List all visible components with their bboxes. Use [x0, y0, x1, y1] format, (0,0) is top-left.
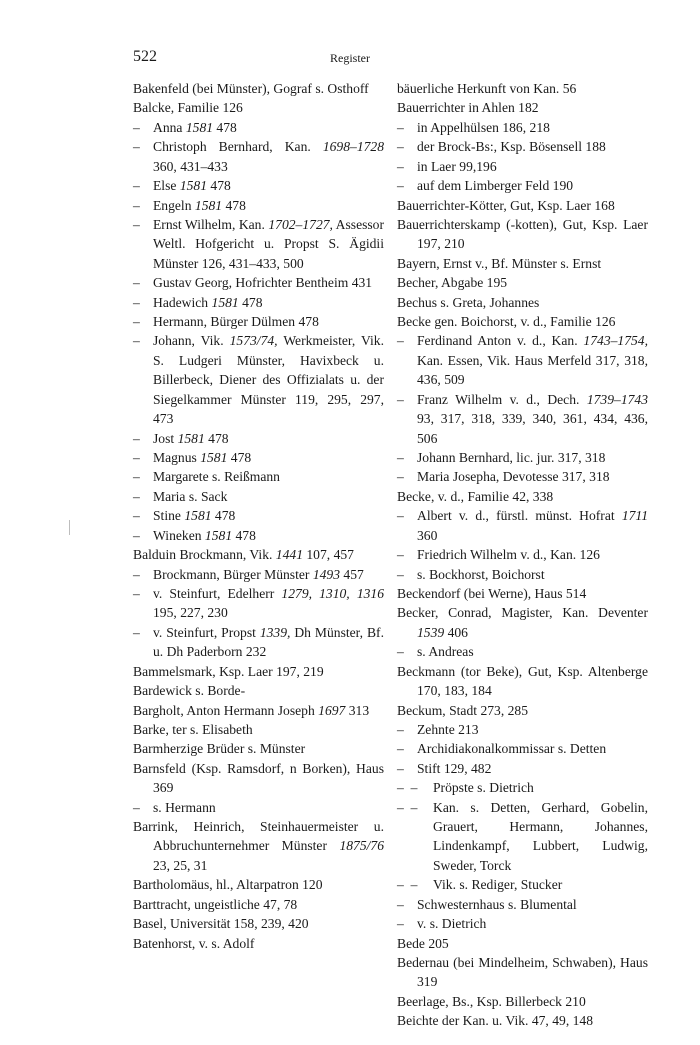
entry-text: Margarete s. Reißmann — [153, 469, 280, 485]
entry-text: Gustav Georg, Hofrichter Bentheim 431 — [153, 275, 373, 291]
index-entry — [397, 759, 648, 778]
running-head: Register — [330, 51, 370, 65]
entry-text: Balduin Brockmann, Vik. — [133, 547, 276, 563]
entry-text: Beerlage, Bs., Ksp. Billerbeck 210 — [397, 993, 586, 1009]
margin-mark — [69, 520, 70, 535]
entry-text: Bauerrichter-Kötter, Gut, Ksp. Laer 168 — [397, 197, 615, 213]
entry-dash: – — [397, 916, 404, 932]
entry-dash: – — [397, 450, 404, 466]
entry-text: 478 — [211, 508, 236, 524]
index-entry — [397, 506, 648, 545]
entry-text: Bauerrichter in Ahlen 182 — [397, 100, 539, 116]
entry-text: Magnus — [153, 450, 201, 466]
index-entry — [133, 584, 384, 623]
entry-text: Kan. s. Detten, Gerhard, Gobelin, Grauert, Hermann, Johannes, Lindenkampf, Lubbert, Ludwig, Sweder, Torck — [433, 799, 648, 873]
entry-dash: – — [397, 119, 404, 135]
index-entry — [397, 895, 648, 914]
index-entry — [397, 293, 648, 312]
index-entry — [133, 98, 384, 117]
entry-text: Assessor Weltl. Hofgericht u. Propst S. Ägidii Münster 126, 431–433, 500 — [153, 216, 385, 271]
entry-text: Bargholt, Anton Hermann Joseph — [133, 702, 319, 718]
index-entry — [133, 934, 384, 953]
index-entry — [133, 273, 384, 292]
entry-year: 1581 — [211, 294, 239, 310]
index-entry — [397, 196, 648, 215]
entry-text: Becke, v. d., Familie 42, 338 — [397, 488, 554, 504]
index-entry — [133, 739, 384, 758]
entry-text: Johann Bernhard, lic. jur. 317, 318 — [417, 450, 606, 466]
index-entry — [397, 331, 648, 389]
entry-text: Becher, Abgabe 195 — [397, 275, 508, 291]
entry-year: 1539 — [417, 624, 445, 640]
entry-text: der Brock-Bs:, Ksp. Bösensell 188 — [417, 139, 606, 155]
index-entry — [133, 467, 384, 486]
entry-text: Bakenfeld (bei Münster), Gograf s. Osthoff — [133, 81, 369, 96]
index-entry — [397, 701, 648, 720]
index-entry — [397, 875, 648, 894]
entry-text: Bammelsmark, Ksp. Laer 197, 219 — [133, 663, 324, 679]
index-entry — [133, 623, 384, 662]
index-entry — [133, 701, 384, 720]
entry-year: 1739–1743 — [586, 391, 648, 407]
entry-text: Ernst Wilhelm, Kan. — [153, 216, 269, 232]
entry-dash: – — [397, 508, 404, 524]
index-entry — [133, 448, 384, 467]
entry-text: Maria Josepha, Devotesse 317, 318 — [417, 469, 610, 485]
entry-text: 195, 227, 230 — [153, 605, 228, 621]
entry-text: Werkmeister, Vik. S. Ludgeri Münster, Havixbeck u. Billerbeck, Diener des Offizialats u. der Siegelkammer Münster 119, 295, 297, 473 — [153, 333, 384, 427]
entry-dash: – — [397, 139, 404, 155]
index-entry — [397, 953, 648, 992]
entry-text: Hadewich — [153, 294, 212, 310]
index-entry — [397, 778, 648, 797]
entry-text: 313 — [345, 702, 370, 718]
index-entry — [133, 817, 384, 875]
index-entry — [133, 79, 384, 98]
entry-dash: – — [397, 741, 404, 757]
index-entry — [397, 137, 648, 156]
entry-dash: – — [133, 527, 140, 543]
entry-text: 478 — [232, 527, 256, 543]
entry-year: 1702–1727, — [268, 216, 333, 232]
index-entry — [397, 1011, 648, 1030]
index-entry — [133, 798, 384, 817]
entry-dash: – — [133, 469, 140, 485]
index-entry — [133, 545, 384, 564]
entry-text: Bayern, Ernst v., Bf. Münster s. Ernst — [397, 255, 602, 271]
index-entry — [397, 914, 648, 933]
index-entry — [133, 681, 384, 700]
entry-year: 1581 — [185, 119, 214, 135]
entry-text: Hermann, Bürger Dülmen 478 — [153, 314, 319, 330]
entry-text: Brockmann, Bürger Münster — [153, 566, 313, 582]
entry-text: Christoph Bernhard, Kan. — [153, 139, 323, 155]
index-entry — [397, 487, 648, 506]
entry-text: 478 — [238, 294, 263, 310]
entry-text: 478 — [213, 119, 237, 135]
entry-text: 457 — [340, 566, 364, 582]
entry-year: 1581 — [177, 430, 205, 446]
entry-text: v. Steinfurt, Edelherr — [153, 585, 282, 601]
index-entry — [397, 448, 648, 467]
entry-year: 1493 — [312, 566, 341, 582]
index-column-left — [133, 79, 384, 953]
index-entry — [133, 662, 384, 681]
entry-text: Bede 205 — [397, 935, 449, 951]
entry-text: Stift 129, 482 — [417, 760, 492, 776]
entry-text: Albert v. d., fürstl. münst. Hofrat — [417, 508, 622, 524]
entry-year: 1743–1754, — [583, 333, 648, 349]
index-entry — [397, 565, 648, 584]
index-entry — [397, 215, 648, 254]
index-entry — [397, 157, 648, 176]
index-entry — [133, 720, 384, 739]
index-entry — [397, 603, 648, 642]
index-entry — [397, 467, 648, 486]
index-entry — [133, 331, 384, 428]
entry-text: Anna — [153, 119, 186, 135]
index-entry — [397, 118, 648, 137]
index-entry — [397, 798, 648, 876]
index-entry — [133, 895, 384, 914]
entry-text: Becker, Conrad, Magister, Kan. Deventer — [397, 605, 648, 621]
entry-dash: – — [397, 333, 404, 349]
entry-text: Barke, ter s. Elisabeth — [133, 721, 253, 737]
entry-text: 478 — [222, 197, 246, 213]
entry-text: s. Hermann — [153, 799, 216, 815]
entry-year: 1581 — [179, 178, 207, 194]
entry-text: s. Andreas — [417, 644, 474, 660]
entry-text: 360, 431–433 — [153, 158, 228, 174]
entry-text: Beckendorf (bei Werne), Haus 514 — [397, 585, 587, 601]
entry-text: Kan. Essen, Vik. Haus Merfeld 317, 318, 436, 509 — [417, 352, 648, 388]
entry-text: Pröpste s. Dietrich — [433, 780, 534, 796]
entry-text: s. Bockhorst, Boichorst — [417, 566, 545, 582]
entry-text: auf dem Limberger Feld 190 — [417, 178, 574, 194]
entry-dash: – — [133, 488, 140, 504]
entry-text: Dh Münster, Bf. u. Dh Paderborn 232 — [153, 624, 384, 660]
entry-text: Barnsfeld (Ksp. Ramsdorf, n Borken), Haus 369 — [133, 760, 384, 796]
index-entry — [133, 875, 384, 894]
index-column-right — [397, 79, 648, 1031]
entry-dash: – — [133, 430, 140, 446]
entry-text: in Laer 99,196 — [417, 158, 497, 174]
index-entry — [133, 487, 384, 506]
entry-text: Archidiakonalkommissar s. Detten — [417, 741, 607, 757]
entry-year: 1573/74, — [229, 333, 278, 349]
index-entry — [397, 662, 648, 701]
entry-text: Vik. s. Rediger, Stucker — [433, 877, 563, 893]
entry-text: Wineken — [153, 527, 205, 543]
entry-text: Barmherzige Brüder s. Münster — [133, 741, 306, 757]
index-entry — [133, 215, 384, 273]
entry-text: Barttracht, ungeistliche 47, 78 — [133, 896, 298, 912]
entry-dash: – — [133, 197, 140, 213]
index-entry — [133, 506, 384, 525]
entry-text: Franz Wilhelm v. d., Dech. — [417, 391, 587, 407]
entry-dash: – — [397, 760, 404, 776]
entry-dash: – – — [397, 799, 418, 815]
index-entry — [133, 176, 384, 195]
index-entry — [397, 992, 648, 1011]
entry-dash: – — [133, 275, 140, 291]
entry-text: Ferdinand Anton v. d., Kan. — [417, 333, 584, 349]
index-entry — [133, 429, 384, 448]
index-entry — [397, 390, 648, 448]
entry-year: 1698–1728 — [322, 139, 384, 155]
entry-dash: – — [397, 566, 404, 582]
entry-dash: – — [133, 178, 140, 194]
entry-text: Else — [153, 178, 180, 194]
index-entry — [397, 720, 648, 739]
entry-text: 107, 457 — [302, 547, 354, 563]
index-entry — [133, 196, 384, 215]
entry-text: Stine — [153, 508, 185, 524]
index-entry — [397, 312, 648, 331]
entry-dash: – — [397, 644, 404, 660]
entry-dash: – — [397, 469, 404, 485]
entry-dash: – — [133, 624, 140, 640]
entry-text: Maria s. Sack — [153, 488, 228, 504]
entry-text: Balcke, Familie 126 — [133, 100, 243, 116]
index-entry — [133, 914, 384, 933]
index-entry — [133, 759, 384, 798]
entry-text: Becke gen. Boichorst, v. d., Familie 126 — [397, 314, 616, 330]
entry-text: Johann, Vik. — [153, 333, 230, 349]
entry-dash: – — [133, 450, 140, 466]
entry-text: Beckum, Stadt 273, 285 — [397, 702, 529, 718]
index-entry — [397, 934, 648, 953]
entry-dash: – — [133, 799, 140, 815]
entry-dash: – — [397, 158, 404, 174]
entry-text: 406 — [444, 624, 468, 640]
index-entry — [397, 642, 648, 661]
entry-dash: – — [133, 566, 140, 582]
entry-text: v. Steinfurt, Propst — [153, 624, 260, 640]
entry-text: Beckmann (tor Beke), Gut, Ksp. Altenberge 170, 183, 184 — [397, 663, 648, 699]
entry-year: 1875/76 — [339, 838, 384, 854]
entry-year: 1581 — [194, 197, 223, 213]
entry-text: Bardewick s. Borde- — [133, 683, 246, 699]
page-number: 522 — [133, 48, 157, 65]
entry-dash: – – — [397, 877, 418, 893]
index-entry — [133, 526, 384, 545]
entry-dash: – — [133, 216, 140, 232]
entry-dash: – – — [397, 780, 418, 796]
entry-text: Zehnte 213 — [417, 721, 479, 737]
index-entry — [397, 273, 648, 292]
entry-text: Schwesternhaus s. Blumental — [417, 896, 577, 912]
entry-dash: – — [133, 119, 140, 135]
index-entry — [133, 118, 384, 137]
entry-dash: – — [133, 139, 140, 155]
entry-text: Basel, Universität 158, 239, 420 — [133, 916, 309, 932]
entry-dash: – — [397, 547, 404, 563]
entry-text: Bedernau (bei Mindelheim, Schwaben), Haus 319 — [397, 954, 648, 990]
entry-year: 1279, 1310, 1316 — [281, 585, 385, 601]
index-entry — [397, 176, 648, 195]
entry-text: Bartholomäus, hl., Altarpatron 120 — [133, 877, 323, 893]
entry-text: v. s. Dietrich — [417, 916, 487, 932]
entry-dash: – — [397, 721, 404, 737]
entry-year: 1697 — [318, 702, 346, 718]
entry-dash: – — [133, 294, 140, 310]
entry-text: Jost — [153, 430, 178, 446]
entry-text: 478 — [227, 450, 252, 466]
entry-text: bäuerliche Herkunft von Kan. 56 — [397, 81, 577, 96]
index-entry — [397, 584, 648, 603]
entry-dash: – — [133, 314, 140, 330]
entry-dash: – — [133, 585, 140, 601]
index-entry — [133, 293, 384, 312]
index-entry — [397, 254, 648, 273]
entry-text: 23, 25, 31 — [153, 857, 208, 873]
entry-year: 1339, — [259, 624, 291, 640]
index-entry — [397, 739, 648, 758]
entry-text: Friedrich Wilhelm v. d., Kan. 126 — [417, 547, 600, 563]
entry-dash: – — [133, 333, 140, 349]
entry-text: Bechus s. Greta, Johannes — [397, 294, 540, 310]
index-entry — [133, 565, 384, 584]
index-entry — [397, 98, 648, 117]
entry-text: in Appelhülsen 186, 218 — [417, 119, 550, 135]
entry-text: 93, 317, 318, 339, 340, 361, 434, 436, 506 — [417, 411, 648, 446]
entry-year: 1581 — [184, 508, 212, 524]
entry-text: Engeln — [153, 197, 195, 213]
entry-text: Beichte der Kan. u. Vik. 47, 49, 148 — [397, 1013, 594, 1029]
entry-text: 478 — [204, 430, 229, 446]
entry-dash: – — [397, 178, 404, 194]
entry-text: Batenhorst, v. s. Adolf — [133, 935, 255, 951]
entry-dash: – — [397, 896, 404, 912]
entry-year: 1441 — [275, 547, 303, 563]
entry-text: 360 — [417, 527, 438, 543]
entry-dash: – — [397, 391, 404, 407]
index-entry — [397, 545, 648, 564]
entry-year: 1581 — [200, 450, 228, 466]
entry-text: Bauerrichterskamp (-kotten), Gut, Ksp. Laer 197, 210 — [397, 216, 648, 252]
index-entry — [397, 79, 648, 98]
entry-year: 1711 — [621, 508, 648, 524]
index-entry — [133, 312, 384, 331]
index-entry — [133, 137, 384, 176]
entry-text: 478 — [207, 178, 231, 194]
entry-year: 1581 — [204, 527, 233, 543]
entry-text: Barrink, Heinrich, Steinhauermeister u. Abbruchunternehmer Münster — [133, 819, 384, 854]
entry-dash: – — [133, 508, 140, 524]
